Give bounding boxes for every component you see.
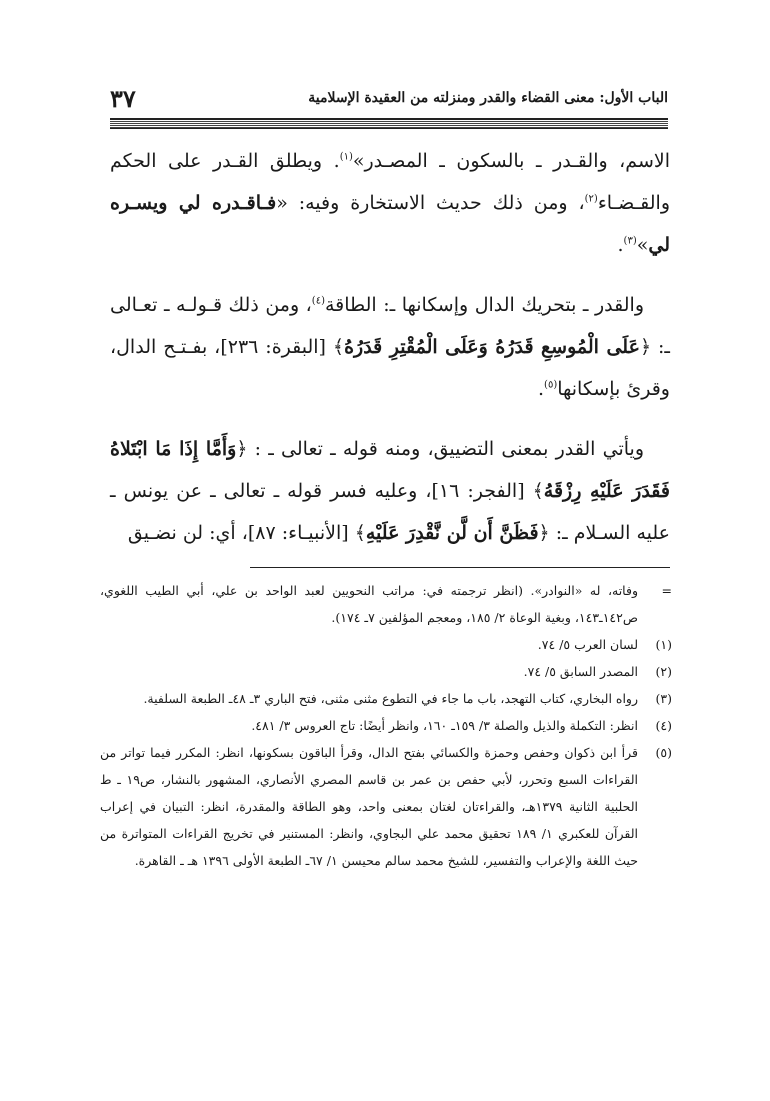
text-run: . [617,234,624,256]
footnote-number: (٤) [655,718,672,733]
running-header [110,86,668,116]
text-run: ﴾ [الفجر: ١٦]، وعليه فسر قوله ـ تعالى ـ عن يونس ـ عليه السـلام ـ: ﴿ [110,480,670,544]
text-run: ﴾ [الأنبيـاء: ٨٧]، أي: لن نضـيق [127,522,366,544]
footnote-item [100,577,672,631]
quran-verse: وَأَمَّا إِذَا مَا ابْتَلاهُ فَقَدَرَ عَلَيْهِ رِزْقَهُ [110,438,671,502]
text-run: ﴾ [البقرة: ٢٣٦]، بفـتـح الدال، وقرئ بإسكانها [110,336,670,400]
paragraph-3 [110,428,670,554]
quran-verse: فَظَنَّ أَن لَّن نَّقْدِرَ عَلَيْهِ [365,522,539,544]
footnote-number: = [661,583,672,598]
footnote-item [100,712,672,739]
footnote-item [100,658,672,685]
footnote-ref-4[interactable]: (٤) [311,295,325,307]
text-run: الاسم، والقـدر ـ بالسكون ـ المصـدر» [352,150,670,172]
footnote-number: (٣) [655,691,672,706]
footnote-number: (٥) [655,745,672,760]
footnote-item [100,685,672,712]
footnotes [100,577,672,874]
header-rule [110,118,668,129]
hadith-quote: فـاقـدره لي ويسـره لي [110,192,670,256]
page-number: ٣٧ [110,84,136,113]
footnote-number: (٢) [655,664,672,679]
main-text [110,140,670,572]
text-run: » [636,234,649,256]
text-run: ، ومن ذلك قـولـه ـ تعـالى ـ: ﴿ [110,294,670,358]
quran-verse: عَلَى الْمُوسِعِ قَدَرُهُ وَعَلَى الْمُقْتِرِ قَدَرُهُ [344,336,640,358]
text-run: . ويطلق القـدر على الحكم والقـضـاء [110,150,670,214]
footnote-item [100,739,672,874]
footnote-ref-5[interactable]: (٥) [544,379,558,391]
footnote-ref-2[interactable]: (٢) [584,193,598,205]
footnote-text: لسان العرب ٥/ ٧٤. [537,637,638,652]
footnote-text: رواه البخاري، كتاب التهجد، باب ما جاء في التطوع مثنى مثنى، فتح الباري ٣ـ ٤٨ـ الطبعة السلفية. [143,691,638,706]
footnote-text: قرأ ابن ذكوان وحفص وحمزة والكسائي بفتح الدال، وقرأ الباقون بسكونها، انظر: المكرر فيما تواتر من القراءات السبع وتحرر، لأبي حفص بن عمر بن قاسم المصري الأنصاري، المشهور بالنشار، ص١٩ ـ ط الحلبية الثانية ١٣٧٩هـ، والقراءتان لغتان بمعنى واحد، وهو الطاقة والمقدرة، انظر: التبيان في إعراب القرآن للعكبري ١/ ١٨٩ تحقيق محمد علي البجاوي، وانظر: المستنير في تخريج القراءات المتواترة من حيث اللغة والإعراب والتفسير، للشيخ محمد سالم محيسن ١/ ٦٧ـ الطبعة الأولى ١٣٩٦ هـ ـ القاهرة. [100,745,639,868]
text-run: ، ومن ذلك حديث الاستخارة وفيه: « [276,192,585,214]
text-run: ويأتي القدر بمعنى التضييق، ومنه قوله ـ تعالى ـ : ﴿ [236,438,645,460]
footnote-item [100,631,672,658]
chapter-title: الباب الأول: معنى القضاء والقدر ومنزلته من العقيدة الإسلامية [308,90,668,106]
footnote-text: انظر: التكملة والذيل والصلة ٣/ ١٥٩ـ ١٦٠، وانظر أيضًا: تاج العروس ٣/ ٤٨١. [251,718,638,733]
footnote-separator [250,567,670,568]
footnote-ref-3[interactable]: (٣) [623,235,637,247]
text-run: والقدر ـ بتحريك الدال وإسكانها ـ: الطاقة [324,294,645,316]
paragraph-2 [110,284,670,410]
text-run: . [537,378,545,400]
paragraph-1 [110,140,670,266]
footnote-text: وفاته، له «النوادر». (انظر ترجمته في: مراتب النحويين لعبد الواحد بن علي، أبي الطيب اللغوي، ص١٤٢ـ١٤٣، وبغية الوعاة ٢/ ١٨٥، ومعجم المؤلفين ٧ـ ١٧٤). [100,583,638,625]
footnote-number: (١) [655,637,672,652]
footnote-text: المصدر السابق ٥/ ٧٤. [523,664,638,679]
footnote-ref-1[interactable]: (١) [339,151,353,163]
